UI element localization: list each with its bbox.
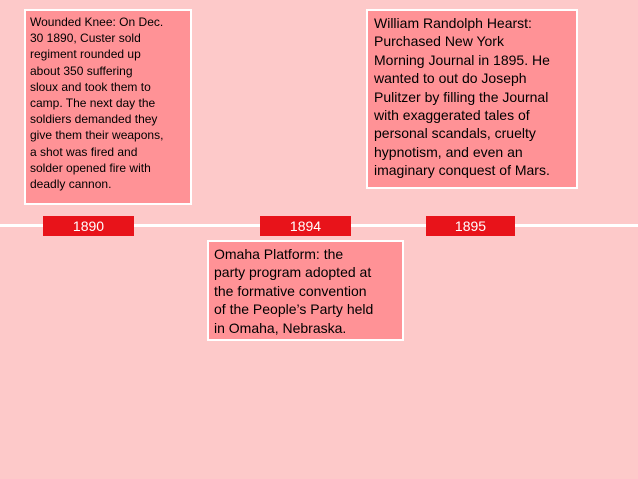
year-marker-1890: 1890 bbox=[43, 216, 134, 236]
wounded-knee-note: Wounded Knee: On Dec. 30 1890, Custer sold regiment rounded up about 350 suffering sloux and took them to camp. The next day the soldiers demanded they give them their weapons, a shot was fired and solder opened fire with deadly cannon. bbox=[24, 9, 192, 205]
omaha-platform-note: Omaha Platform: the party program adopted at the formative convention of the People’s Party held in Omaha, Nebraska. bbox=[207, 240, 404, 341]
hearst-note: William Randolph Hearst: Purchased New York Morning Journal in 1895. He wanted to out do Joseph Pulitzer by filling the Journal with exaggerated tales of personal scandals, cruelty hypnotism, and even an imaginary conquest of Mars. bbox=[366, 9, 578, 189]
year-marker-1894: 1894 bbox=[260, 216, 351, 236]
year-marker-1895: 1895 bbox=[426, 216, 515, 236]
